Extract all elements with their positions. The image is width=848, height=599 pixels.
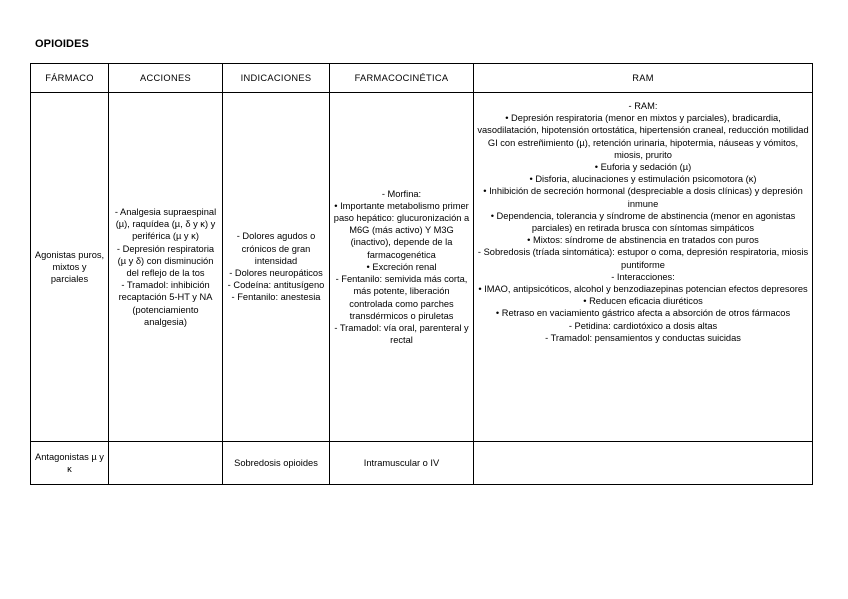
cell-farmacocinetica — [330, 442, 474, 485]
cell-line: Antagonistas µ y κ — [35, 451, 104, 474]
cell-line: - Morfina: — [381, 188, 422, 199]
cell-line: - Tramadol: vía oral, parenteral y rectal — [334, 322, 469, 346]
document-title: OPIOIDES — [35, 38, 89, 50]
cell-farmaco — [31, 442, 109, 485]
cell-line: - Depresión respiratoria (µ y δ) con disminución del reflejo de la tos — [116, 243, 215, 278]
cell-farmacocinetica — [330, 93, 474, 442]
cell-line: • Dependencia, tolerancia y síndrome de abstinencia (menor en agonistas parciales) en retirada brusca con síntomas simpáticos — [490, 210, 796, 234]
cell-line: - Dolores neuropáticos — [229, 268, 323, 278]
cell-ram — [474, 93, 813, 442]
cell-line: • IMAO, antipsicóticos, alcohol y benzodiazepinas potencian efectos depresores — [478, 284, 808, 295]
cell-line: • Depresión respiratoria (menor en mixtos y parciales), bradicardia, vasodilatación, hipotensión ortostática, hipertensión craneal, reducción motilidad GI con estreñimiento (µ), retención urinaria, hipotermia, náuseas y vómitos, miosis, prurito — [477, 113, 809, 160]
header-ram: RAM — [474, 64, 813, 93]
header-farmaco: FÁRMACO — [31, 64, 109, 93]
cell-line: • Retraso en vaciamiento gástrico afecta a absorción de otros fármacos — [495, 308, 791, 319]
cell-indicaciones — [223, 93, 330, 442]
cell-farmaco — [31, 93, 109, 442]
cell-line: - Sobredosis (tríada sintomática): estupor o coma, depresión respiratoria, miosis puntiforme — [477, 247, 809, 270]
cell-line: • Importante metabolismo primer paso hepático: glucuronización a M6G (más activo) Y M3G (inactivo), depende de la farmacogenética — [333, 200, 470, 260]
cell-line: • Inhibición de secreción hormonal (despreciable a dosis clínicas) y depresión inmune — [483, 186, 803, 209]
cell-line: - Dolores agudos o crónicos de gran intensidad — [236, 231, 316, 266]
cell-line: - Fentanilo: anestesia — [231, 292, 321, 303]
cell-line: • Disforia, alucinaciones y estimulación psicomotora (κ) — [529, 174, 757, 185]
cell-line: - Fentanilo: semivida más corta, más potente, liberación controlada como parches transdérmicos o piruletas — [335, 274, 468, 321]
cell-line: Intramuscular o IV — [363, 457, 440, 468]
cell-line: - Codeína: antitusígeno — [227, 280, 325, 291]
header-acciones: ACCIONES — [109, 64, 223, 93]
cell-line: • Excreción renal — [366, 261, 437, 272]
cell-line: - Tramadol: pensamientos y conductas suicidas — [545, 332, 741, 343]
table-row — [31, 442, 813, 485]
cell-indicaciones — [223, 442, 330, 485]
cell-line: Sobredosis opioides — [234, 457, 318, 468]
cell-line: - RAM: — [628, 101, 658, 111]
cell-line: Agonistas puros, mixtos y parciales — [34, 249, 105, 285]
cell-line: - Petidina: cardiotóxico a dosis altas — [568, 320, 718, 331]
cell-line: • Mixtos: síndrome de abstinencia en tratados con puros — [527, 235, 759, 246]
table-row — [31, 93, 813, 442]
cell-acciones — [109, 442, 223, 485]
cell-line: - Tramadol: inhibición recaptación 5-HT y NA (potenciamiento analgesia) — [118, 280, 213, 327]
cell-acciones — [109, 93, 223, 442]
cell-line: • Reducen eficacia diuréticos — [583, 296, 703, 307]
table-header-row — [31, 64, 813, 93]
cell-line: - Interacciones: — [611, 271, 675, 282]
cell-ram — [474, 442, 813, 485]
cell-line: - Analgesia supraespinal (µ), raquídea (µ, δ y κ) y periférica (µ y κ) — [114, 206, 217, 242]
cell-line: • Euforia y sedación (µ) — [594, 162, 692, 173]
header-farmacocinetica: FARMACOCINÉTICA — [330, 64, 474, 93]
header-indicaciones: INDICACIONES — [223, 64, 330, 93]
opioid-table — [30, 63, 813, 485]
